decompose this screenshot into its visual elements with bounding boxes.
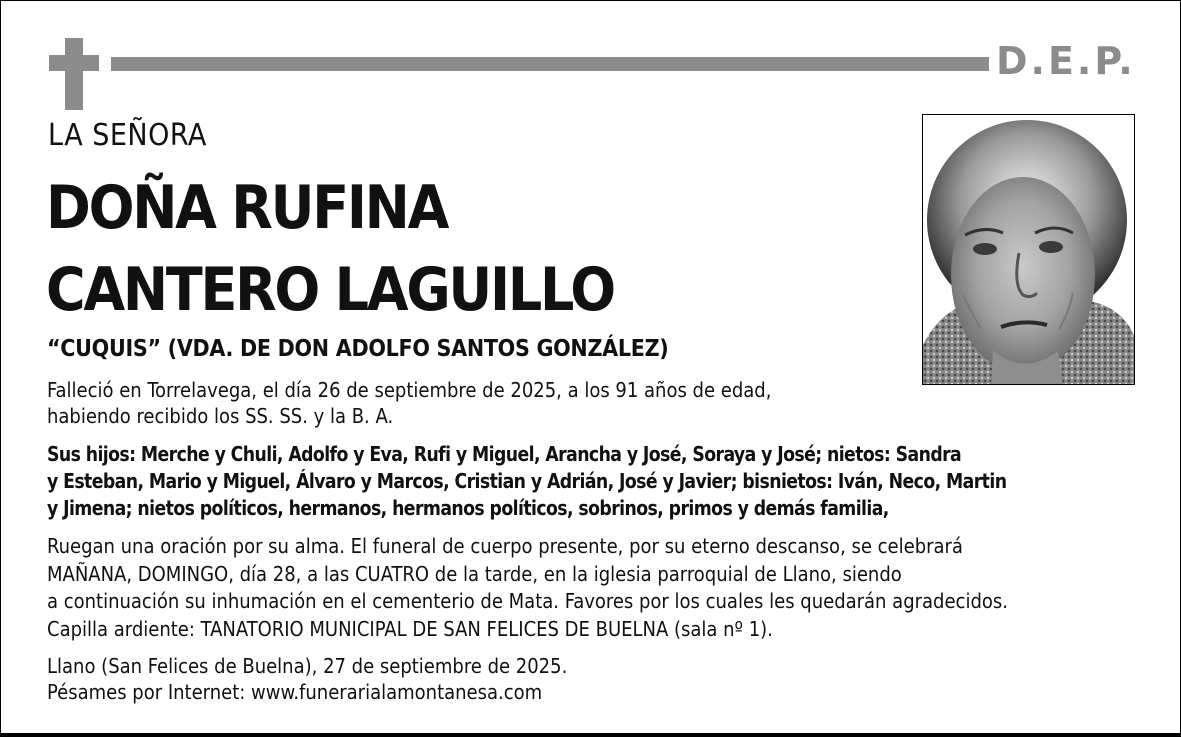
- name-line-1: DOÑA RUFINA: [46, 173, 448, 243]
- funeral-details: [47, 533, 1008, 643]
- name-line-2: CANTERO LAGUILLO: [46, 255, 614, 325]
- family-line: y Esteban, Mario y Miguel, Álvaro y Marcos, Cristian y Adrián, José y Javier; bisnietos: Iván, Neco, Martin: [47, 469, 1007, 493]
- honorific: LA SEÑORA: [48, 118, 207, 153]
- deceased-name: [46, 167, 614, 331]
- death-notice-line: Falleció en Torrelavega, el día 26 de septiembre de 2025, a los 91 años de edad,: [47, 378, 772, 402]
- header-rule: [111, 57, 989, 71]
- death-notice-line: habiendo recibido los SS. SS. y la B. A.: [47, 404, 394, 428]
- funeral-line: Capilla ardiente: TANATORIO MUNICIPAL DE SAN FELICES DE BUELNA (sala nº 1).: [47, 616, 773, 641]
- portrait-image: [923, 115, 1135, 385]
- dep-label: D.E.P.: [996, 39, 1136, 83]
- place-date: Llano (San Felices de Buelna), 27 de septiembre de 2025.: [47, 654, 568, 678]
- cross-icon: [49, 38, 99, 110]
- portrait-photo: [922, 114, 1135, 385]
- alias-line: “CUQUIS” (VDA. DE DON ADOLFO SANTOS GONZÁLEZ): [47, 336, 669, 362]
- family-line: y Jimena; nietos políticos, hermanos, hermanos políticos, sobrinos, primos y demás familia,: [47, 496, 889, 520]
- death-notice: [47, 377, 771, 429]
- family-line: Sus hijos: Merche y Chuli, Adolfo y Eva, Rufi y Miguel, Arancha y José, Soraya y José; nietos: Sandra: [47, 442, 962, 466]
- funeral-line: MAÑANA, DOMINGO, día 28, a las CUATRO de la tarde, en la iglesia parroquial de Llano, siendo: [47, 561, 902, 586]
- condolences-link[interactable]: Pésames por Internet: www.funerarialamontanesa.com: [47, 680, 543, 704]
- funeral-line: Ruegan una oración por su alma. El funeral de cuerpo presente, por su eterno descanso, se celebrará: [47, 534, 963, 558]
- family-list: [47, 441, 1006, 522]
- footer: [47, 653, 567, 705]
- funeral-line: a continuación su inhumación en el cementerio de Mata. Favores por los cuales les quedarán agradecidos.: [47, 589, 1008, 613]
